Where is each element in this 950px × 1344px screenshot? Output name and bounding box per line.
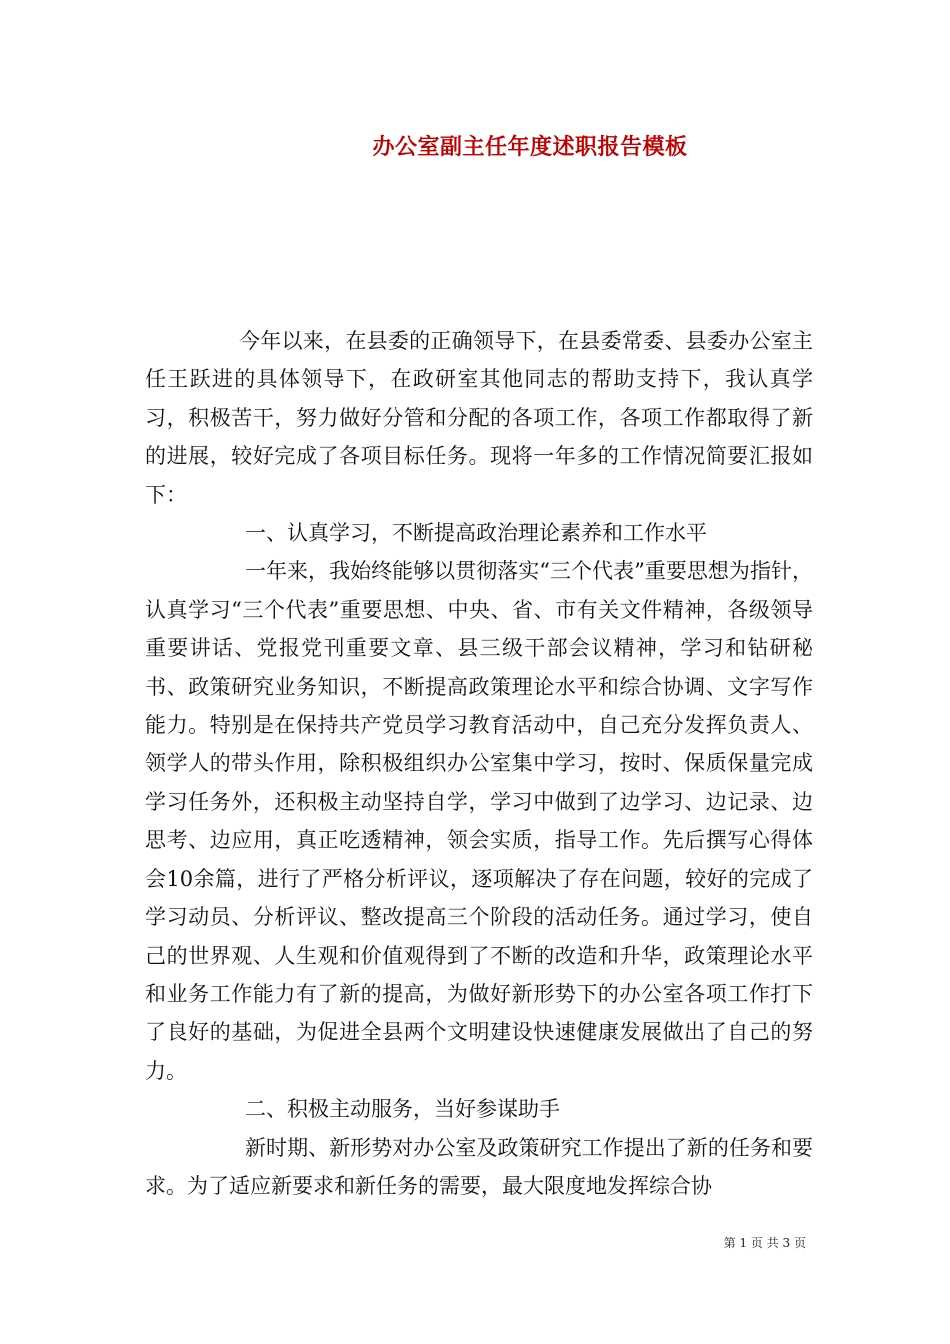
- section-heading-2: 二、积极主动服务，当好参谋助手: [245, 1097, 560, 1122]
- document-title: 办公室副主任年度述职报告模板: [372, 134, 688, 160]
- section-1-paragraph: 一年来，我始终能够以贯彻落实“三个代表”重要思想为指针，认真学习“三个代表”重要思想、中央、省、市有关文件精神，各级领导重要讲话、党报党刊重要文章、县三级干部会议精神，学习和钻研秘书、政策研究业务知识，不断提高政策理论水平和综合协调、文字写作能力。特别是在保持共产党员学习教育活动中，自己充分发挥负责人、领学人的带头作用，除积极组织办公室集中学习，按时、保质保量完成学习任务外，还积极主动坚持自学，学习中做到了边学习、边记录、边思考、边应用，真正吃透精神，领会实质，指导工作。先后撰写心得体会10余篇，进行了严格分析评议，逐项解决了存在问题，较好的完成了学习动员、分析评议、整改提高三个阶段的活动任务。通过学习，使自己的世界观、人生观和价值观得到了不断的改造和升华，政策理论水平和业务工作能力有了新的提高，为做好新形势下的办公室各项工作打下了良好的基础，为促进全县两个文明建设快速健康发展做出了自己的努力。: [145, 559, 813, 1083]
- section-2-paragraph: 新时期、新形势对办公室及政策研究工作提出了新的任务和要求。为了适应新要求和新任务的需要，最大限度地发挥综合协: [145, 1135, 813, 1198]
- section-heading-1: 一、认真学习，不断提高政治理论素养和工作水平: [245, 521, 707, 546]
- document-body: [145, 322, 813, 1205]
- intro-paragraph: 今年以来，在县委的正确领导下，在县委常委、县委办公室主任王跃进的具体领导下，在政研室其他同志的帮助支持下，我认真学习，积极苦干，努力做好分管和分配的各项工作，各项工作都取得了新的进展，较好完成了各项目标任务。现将一年多的工作情况简要汇报如下：: [145, 329, 813, 507]
- page-number: 第 1 页 共 3 页: [723, 1236, 806, 1250]
